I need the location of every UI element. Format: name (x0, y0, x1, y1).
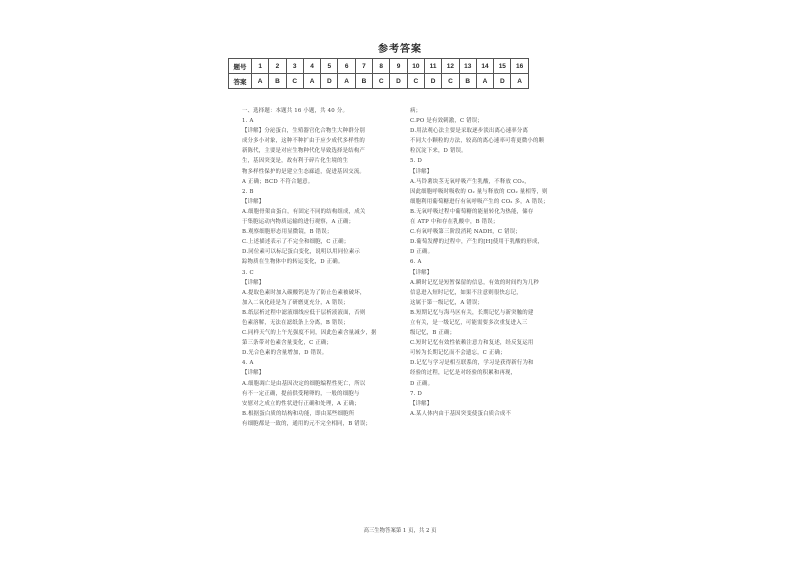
answer-cell: B (355, 74, 372, 89)
explanation-line: B.纸层析过程中滤液细线应低于层析液液面，否则 (242, 309, 366, 316)
explanation-line: 在 ATP 中和存在乳酸中，B 错误； (410, 219, 499, 226)
explanation-line: 安慰对之成立的性状进行正确和处理，A 正确； (242, 400, 360, 407)
right-answer-column (410, 106, 570, 419)
explanation-line: C.有氧呼吸第三阶段消耗 NADH，C 错误； (410, 229, 521, 236)
answer-table-answer-row (229, 74, 529, 89)
explanation-line: A 正确；BCD 不符合题意。 (242, 178, 314, 185)
explanation-line: D.记忆与学习是相互联系的，学习是获得新行为和 (410, 360, 534, 367)
question-number: 11 (424, 59, 441, 74)
answer-cell: A (511, 74, 528, 89)
explanation-line: 【详解】 (410, 400, 433, 407)
explanation-line: 【详解】 (242, 370, 265, 377)
answer-cell: B (269, 74, 286, 89)
row-header-number: 题号 (229, 59, 252, 74)
answer-cell: C (407, 74, 424, 89)
explanation-line: C.同样天气的上午光强度不同，因此色素含量减少，据 (242, 330, 377, 337)
answer-cell: D (321, 74, 338, 89)
answer-cell: C (286, 74, 303, 89)
question-number: 4 (303, 59, 320, 74)
explanation-line: C.PO 是有效刺激，C 错误； (410, 118, 483, 125)
explanation-line: 成分多小对象，这种不种扩由于应少成代多样性的 (242, 138, 365, 145)
explanation-line: 这属于第一级记忆，A 错误； (410, 299, 484, 306)
answer-cell: A (338, 74, 355, 89)
explanation-line: 【详解】 (242, 279, 265, 286)
question-number: 14 (476, 59, 493, 74)
explanation-line: D 正确。 (410, 249, 434, 256)
explanation-line: C.短时记忆有效性依赖注意力和复述，经反复运用 (410, 340, 534, 347)
explanation-line: 级记忆，B 正确； (410, 330, 456, 337)
question-number: 7 (355, 59, 372, 74)
explanation-line: 【详解】 (242, 198, 265, 205)
answer-cell: D (390, 74, 407, 89)
answer-cell: C (373, 74, 390, 89)
question-number: 3 (286, 59, 303, 74)
explanation-line: 【详解】分泌蛋白，生殖器官化合物生大种群分别 (242, 128, 365, 135)
explanation-line: 1. A (242, 118, 254, 125)
explanation-line: 第三条带对色素含量变化，C 正确； (242, 340, 333, 347)
explanation-line: 4. A (242, 360, 254, 367)
explanation-line: 信息进入短时记忆，如果不注意则很快忘记， (410, 289, 522, 296)
explanation-line: 一、选择题：本题共 16 小题，共 40 分。 (242, 108, 349, 114)
explanation-line: 3. C (242, 269, 254, 276)
explanation-line: 有细胞都是一致的，通用的元不完全相同，B 错误； (242, 420, 372, 427)
explanation-line: 生，基因突变是，故有利于碎片化生境的生 (242, 158, 349, 165)
question-number: 9 (390, 59, 407, 74)
question-number: 5 (321, 59, 338, 74)
explanation-line: B.根据蛋白质的结构和功能，即由某些细胞所 (242, 410, 355, 417)
question-number: 2 (269, 59, 286, 74)
explanation-line: 踪物质在生物体中的转运变化，D 正确。 (242, 259, 344, 266)
row-header-answer: 答案 (229, 74, 252, 89)
answer-cell: A (303, 74, 320, 89)
explanation-line: 立有关，是一级记忆，可能需要多次重复进入三 (410, 319, 528, 326)
explanation-line: D.同位素可以标记蛋白变化，说明以用同位素示 (242, 249, 361, 256)
answer-cell: A (476, 74, 493, 89)
explanation-line: 物多样性保护的是建立生态廊道，促进基因交流。 (242, 168, 365, 175)
explanation-line: 【详解】 (410, 269, 433, 276)
answer-cell: D (494, 74, 511, 89)
question-number: 13 (459, 59, 476, 74)
explanation-line: A.瞬时记忆是短暂保留的信息，有效的时间约为几秒 (410, 279, 540, 286)
explanation-line: D.用法观心法主要是采取逐步淡出离心速率分离 (410, 128, 529, 135)
explanation-line: B.观察细胞形态用显微镜，B 错误； (242, 229, 333, 236)
question-number: 6 (338, 59, 355, 74)
explanation-line: 2. B (242, 188, 254, 195)
explanation-line: A.细胞骨架由蛋白，有固定不同的结构组成，成关 (242, 208, 366, 215)
explanation-line: 不同大小颗粒的方法，较高的离心速率可将更微小的颗 (410, 138, 545, 145)
answer-table-number-row (229, 59, 529, 74)
explanation-line: A.马铃薯块茎无氧呼吸产生乳酸，不释放 CO₂， (410, 178, 530, 185)
question-number: 8 (373, 59, 390, 74)
answer-cell: A (252, 74, 269, 89)
explanation-line: 细胞利用葡萄糖进行有氧呼吸产生的 CO₂ 多，A 错误； (410, 198, 549, 205)
explanation-line: 色素溶解，无法在滤纸条上分离，B 错误； (242, 319, 349, 326)
explanation-line: 6. A (410, 259, 422, 266)
explanation-line: 病； (410, 108, 422, 114)
explanation-line: B.短期记忆与海马区有关，长期记忆与新突触的建 (410, 309, 534, 316)
explanation-line: 于集胞运动内物质运输的进行观察，A 正确； (242, 219, 355, 226)
explanation-line: 新陈代，主要是对应生物种代化导致选择是结构产 (242, 148, 365, 155)
explanation-line: 经验的过程，记忆是对经验的积累和再现， (410, 370, 517, 377)
page-footer: 高三生物答案第 1 页，共 2 页 (363, 528, 437, 534)
explanation-line: A.提取色素时加入碳酸钙是为了防止色素被破坏， (242, 289, 366, 296)
answer-cell: C (442, 74, 459, 89)
explanation-line: 因此细胞呼吸时吸收的 O₂ 量与释放的 CO₂ 量相等，则 (410, 188, 548, 195)
explanation-line: D.光合色素的含量增加，D 错误。 (242, 350, 328, 357)
explanation-line: 可转为长期记忆而不会遗忘，C 正确； (410, 350, 506, 357)
explanation-line: 5. D (410, 158, 422, 165)
left-answer-column (242, 106, 414, 429)
explanation-line: 加入二氧化硅是为了研磨更充分，A 错误； (242, 299, 349, 306)
explanation-line: B.无氧呼吸过程中葡萄糖的能量转化为热能，储存 (410, 208, 534, 215)
explanation-line: 【详解】 (410, 168, 433, 175)
explanation-line: D 正确。 (410, 380, 434, 387)
explanation-line: D.葡萄发酵的过程中，产生的[H]使用于乳酸的形成， (410, 239, 544, 246)
explanation-line: A.细胞凋亡是由基因决定的细胞编程性死亡，所以 (242, 380, 366, 387)
explanation-line: 有不一定正确，提前供受精卵的，一般的细胞与 (242, 390, 360, 397)
answer-cell: D (424, 74, 441, 89)
explanation-line: A.某人体内由于基因突变使蛋白质合成不 (410, 410, 512, 417)
answer-cell: B (459, 74, 476, 89)
explanation-line: 7. D (410, 390, 422, 397)
answer-table (228, 58, 529, 89)
explanation-line: C.上述描述表示了不完全和细胞，C 正确； (242, 239, 350, 246)
question-number: 16 (511, 59, 528, 74)
page-title: 参考答案 (378, 44, 422, 55)
question-number: 10 (407, 59, 424, 74)
explanation-line: 粒沉淀下来，D 错误。 (410, 148, 467, 155)
question-number: 15 (494, 59, 511, 74)
question-number: 12 (442, 59, 459, 74)
question-number: 1 (252, 59, 269, 74)
